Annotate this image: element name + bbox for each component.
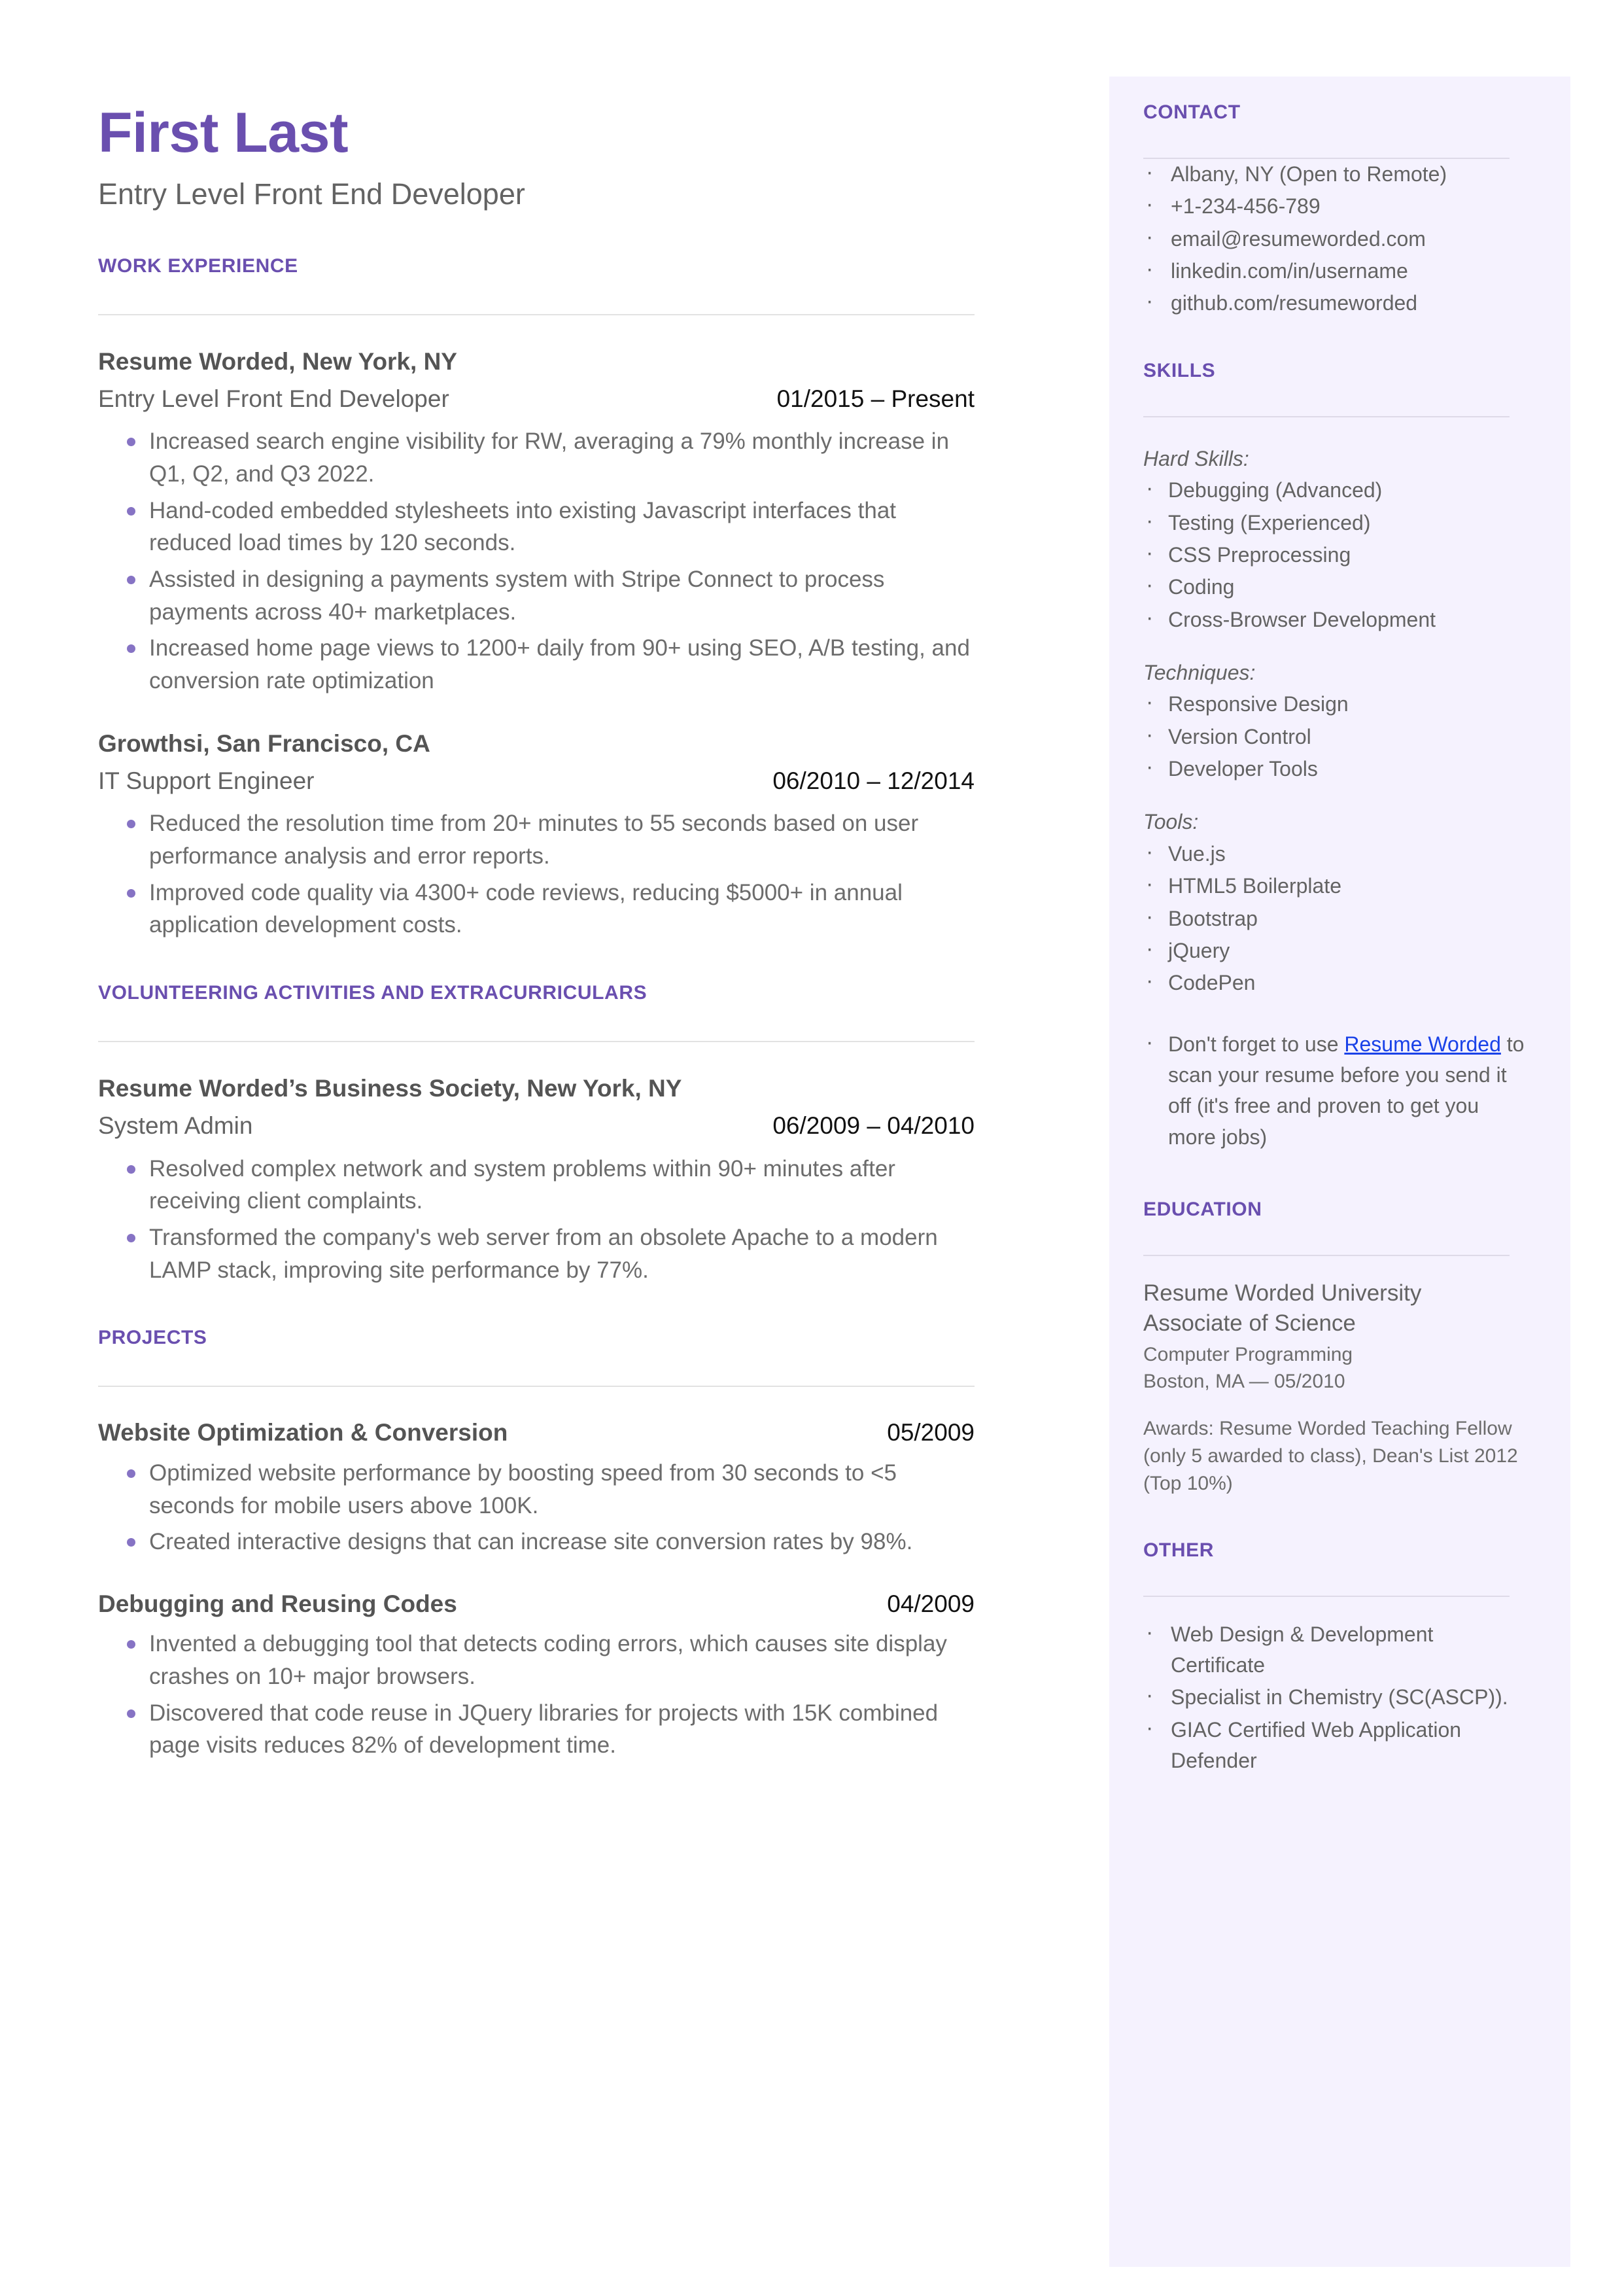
list-item: · Vue.js bbox=[1143, 839, 1528, 869]
list-item: · Cross-Browser Development bbox=[1143, 604, 1528, 635]
education-degree: Associate of Science bbox=[1143, 1310, 1356, 1336]
resume-worded-link[interactable]: Resume Worded bbox=[1344, 1032, 1501, 1056]
work-entry bbox=[98, 347, 975, 697]
education-entry bbox=[1143, 1278, 1528, 1498]
section-divider bbox=[98, 1041, 975, 1042]
list-item: · GIAC Certified Web Application Defender bbox=[1143, 1715, 1528, 1777]
volunteering-bullet-list bbox=[98, 1153, 975, 1287]
skills-list bbox=[1143, 839, 1528, 999]
volunteering-role-title: System Admin bbox=[98, 1112, 253, 1140]
work-organization: Resume Worded, New York, NY bbox=[98, 347, 457, 375]
section-heading-contact: CONTACT bbox=[1143, 101, 1241, 123]
skills-list bbox=[1143, 689, 1528, 784]
other-list bbox=[1143, 1619, 1528, 1777]
section-divider bbox=[1143, 1255, 1510, 1256]
page-title: First Last bbox=[98, 101, 349, 164]
work-role-row bbox=[98, 385, 975, 413]
list-item: Improved code quality via 4300+ code reviews, reducing $5000+ in annual application development costs. bbox=[98, 877, 975, 941]
main-column bbox=[98, 101, 975, 1766]
list-item: · jQuery bbox=[1143, 936, 1528, 966]
work-bullet-list bbox=[98, 807, 975, 941]
section-volunteering bbox=[98, 982, 975, 1286]
list-item: Optimized website performance by boosting speed from 30 seconds to <5 seconds for mobile users above 100K. bbox=[98, 1457, 975, 1522]
list-item: · CSS Preprocessing bbox=[1143, 540, 1528, 570]
header-subtitle: Entry Level Front End Developer bbox=[98, 177, 525, 211]
list-item: · Coding bbox=[1143, 572, 1528, 603]
list-item: Resolved complex network and system problems within 90+ minutes after receiving client complaints. bbox=[98, 1153, 975, 1218]
list-item: Transformed the company's web server from an obsolete Apache to a modern LAMP stack, improving site performance by 77%. bbox=[98, 1221, 975, 1286]
list-item: Created interactive designs that can increase site conversion rates by 98%. bbox=[98, 1526, 975, 1558]
section-heading-skills: SKILLS bbox=[1143, 359, 1216, 381]
section-heading-education: EDUCATION bbox=[1143, 1199, 1262, 1221]
spacer bbox=[1143, 637, 1528, 657]
list-item: Discovered that code reuse in JQuery libraries for projects with 15K combined page visits reduces 82% of development time. bbox=[98, 1697, 975, 1762]
section-projects bbox=[98, 1327, 975, 1762]
project-entry bbox=[98, 1418, 975, 1558]
work-role-dates: 01/2015 – Present bbox=[776, 385, 975, 412]
section-heading-volunteering: VOLUNTEERING ACTIVITIES AND EXTRACURRICULARS bbox=[98, 982, 648, 1004]
project-title-row bbox=[98, 1418, 975, 1447]
skills-group-techniques bbox=[1143, 657, 1528, 784]
list-item: · Version Control bbox=[1143, 722, 1528, 752]
volunteering-entry bbox=[98, 1074, 975, 1286]
list-item: Reduced the resolution time from 20+ minutes to 55 seconds based on user performance analysis and error reports. bbox=[98, 807, 975, 872]
education-school: Resume Worded University bbox=[1143, 1280, 1422, 1306]
skills-list bbox=[1143, 475, 1528, 635]
work-role-dates: 06/2010 – 12/2014 bbox=[772, 767, 975, 794]
project-bullet-list bbox=[98, 1457, 975, 1558]
list-item: · Testing (Experienced) bbox=[1143, 508, 1528, 538]
section-heading-work-experience: WORK EXPERIENCE bbox=[98, 254, 298, 277]
skills-group-tools bbox=[1143, 807, 1528, 998]
contact-github[interactable]: · github.com/resumeworded bbox=[1143, 288, 1528, 319]
contact-location: · Albany, NY (Open to Remote) bbox=[1143, 159, 1528, 190]
note-text-after: to scan your resume before you send it off (it's free and proven to get you more jobs) bbox=[1168, 1032, 1525, 1149]
contact-linkedin[interactable]: · linkedin.com/in/username bbox=[1143, 256, 1528, 287]
list-item: Increased home page views to 1200+ daily from 90+ using SEO, A/B testing, and conversion rate optimization bbox=[98, 632, 975, 697]
project-date: 05/2009 bbox=[887, 1419, 975, 1446]
list-item: · Bootstrap bbox=[1143, 903, 1528, 934]
list-item: · Developer Tools bbox=[1143, 754, 1528, 784]
work-role-row bbox=[98, 767, 975, 796]
list-item: Assisted in designing a payments system with Stripe Connect to process payments across 40+ marketplaces. bbox=[98, 563, 975, 628]
section-divider bbox=[1143, 1596, 1510, 1597]
section-divider bbox=[98, 1386, 975, 1387]
section-work-experience bbox=[98, 255, 975, 942]
list-item: Increased search engine visibility for RW, averaging a 79% monthly increase in Q1, Q2, and Q3 2022. bbox=[98, 425, 975, 490]
contact-list bbox=[1143, 159, 1528, 319]
list-item: · Responsive Design bbox=[1143, 689, 1528, 720]
skills-group-label: Hard Skills: bbox=[1143, 446, 1249, 470]
contact-email[interactable]: · email@resumeworded.com bbox=[1143, 224, 1528, 254]
work-role-title: IT Support Engineer bbox=[98, 767, 315, 794]
work-role-title: Entry Level Front End Developer bbox=[98, 385, 449, 412]
skills-group-label: Techniques: bbox=[1143, 660, 1256, 684]
project-title-row bbox=[98, 1590, 975, 1619]
resume-worded-note bbox=[1143, 1029, 1528, 1153]
volunteering-organization: Resume Worded’s Business Society, New York, NY bbox=[98, 1075, 682, 1102]
project-entry bbox=[98, 1590, 975, 1762]
section-divider bbox=[1143, 416, 1510, 417]
list-item: · Web Design & Development Certificate bbox=[1143, 1619, 1528, 1681]
sidebar-section-other bbox=[1143, 1539, 1528, 1777]
list-item: · Debugging (Advanced) bbox=[1143, 475, 1528, 506]
section-heading-other: OTHER bbox=[1143, 1539, 1214, 1561]
section-divider bbox=[98, 314, 975, 315]
section-heading-projects: PROJECTS bbox=[98, 1327, 207, 1349]
list-item: Hand-coded embedded stylesheets into existing Javascript interfaces that reduced load times by 120 seconds. bbox=[98, 495, 975, 559]
sidebar-section-contact bbox=[1143, 101, 1528, 319]
project-date: 04/2009 bbox=[887, 1590, 975, 1617]
note-text-before: Don't forget to use bbox=[1168, 1032, 1345, 1056]
list-item: Invented a debugging tool that detects coding errors, which causes site display crashes on 10+ major browsers. bbox=[98, 1628, 975, 1692]
project-title: Website Optimization & Conversion bbox=[98, 1419, 508, 1446]
project-title: Debugging and Reusing Codes bbox=[98, 1590, 457, 1617]
work-bullet-list bbox=[98, 425, 975, 697]
volunteering-role-row bbox=[98, 1112, 975, 1140]
work-organization: Growthsi, San Francisco, CA bbox=[98, 729, 430, 757]
skills-group-hard-skills bbox=[1143, 444, 1528, 635]
spacer bbox=[1143, 786, 1528, 807]
list-item: · HTML5 Boilerplate bbox=[1143, 871, 1528, 902]
skills-group-label: Tools: bbox=[1143, 810, 1199, 834]
list-item: · CodePen bbox=[1143, 968, 1528, 998]
sidebar-section-education bbox=[1143, 1199, 1528, 1498]
contact-phone[interactable]: · +1-234-456-789 bbox=[1143, 191, 1528, 222]
sidebar-section-skills bbox=[1143, 360, 1528, 1153]
sidebar bbox=[1143, 101, 1528, 1778]
list-item: · Specialist in Chemistry (SC(ASCP)). bbox=[1143, 1682, 1528, 1713]
work-entry bbox=[98, 729, 975, 941]
volunteering-role-dates: 06/2009 – 04/2010 bbox=[772, 1112, 975, 1140]
education-field: Computer Programming bbox=[1143, 1344, 1353, 1366]
project-bullet-list bbox=[98, 1628, 975, 1762]
education-location-date: Boston, MA — 05/2010 bbox=[1143, 1370, 1345, 1392]
education-awards: Awards: Resume Worded Teaching Fellow (only 5 awarded to class), Dean's List 2012 (Top 10%) bbox=[1143, 1417, 1518, 1494]
spacer bbox=[1143, 1000, 1528, 1029]
